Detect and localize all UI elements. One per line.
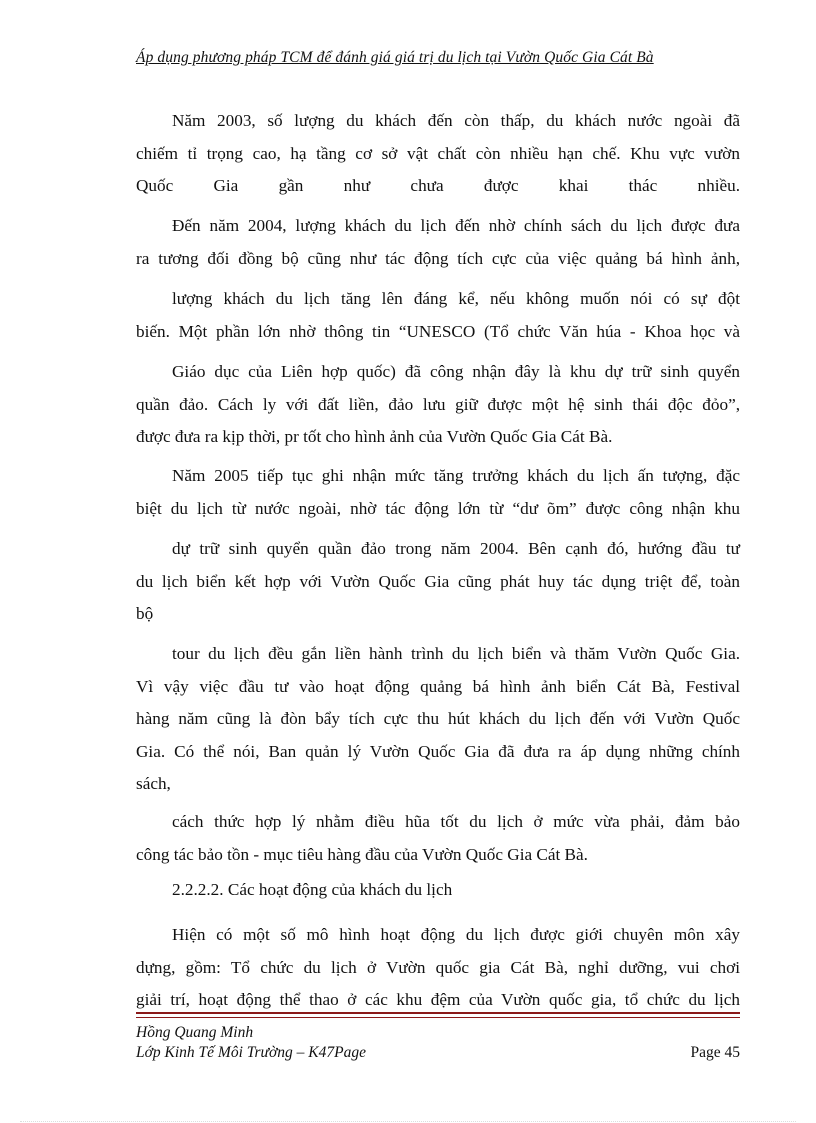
- text-line: Quốc Gia gần như chưa được khai thác nhiều.: [136, 176, 740, 196]
- paragraph-2: [136, 210, 740, 275]
- text-line: du lịch biển kết hợp với Vườn Quốc Gia cũng phát huy tác dụng triệt để, toàn: [136, 571, 740, 591]
- running-header: Áp dụng phương pháp TCM để đánh giá giá trị du lịch tại Vườn Quốc Gia Cát Bà: [136, 49, 654, 66]
- text-line: công tác bảo tồn - mục tiêu hàng đầu của Vườn Quốc Gia Cát Bà.: [136, 844, 588, 864]
- text-line: cách thức hợp lý nhằm điều hũa tốt du lịch ở mức vừa phải, đảm bảo: [172, 812, 740, 831]
- footer-author: Hồng Quang Minh: [136, 1024, 254, 1041]
- section-paragraph: [136, 919, 740, 1017]
- text-line: biến. Một phần lớn nhờ thông tin “UNESCO (Tổ chức Văn húa - Khoa học và: [136, 321, 740, 341]
- page-footer: [136, 1023, 740, 1063]
- paragraph-7: [136, 638, 740, 801]
- text-line: Vì vậy việc đầu tư vào hoạt động quảng bá hình ảnh biển Cát Bà, Festival: [136, 676, 740, 696]
- paragraph-3: [136, 283, 740, 348]
- text-line: Năm 2005 tiếp tục ghi nhận mức tăng trưởng khách du lịch ấn tượng, đặc: [172, 466, 740, 485]
- text-line: hàng năm cũng là đòn bẩy tích cực thu hút khách du lịch đến với Vườn Quốc: [136, 709, 740, 729]
- paragraph-5: [136, 460, 740, 525]
- page-bottom-dotted-divider: [20, 1121, 796, 1122]
- text-line: sách,: [136, 774, 171, 794]
- text-line: dựng, gồm: Tổ chức du lịch ở Vườn quốc gia Cát Bà, nghỉ dưỡng, vui chơi: [136, 957, 740, 977]
- text-line: ra tương đối đồng bộ cũng như tác động tích cực của việc quảng bá hình ảnh,: [136, 248, 740, 268]
- text-line: Đến năm 2004, lượng khách du lịch đến nhờ chính sách du lịch được đưa: [172, 216, 740, 235]
- text-line: dự trữ sinh quyển quần đảo trong năm 2004. Bên cạnh đó, hướng đầu tư: [172, 539, 740, 558]
- text-line: lượng khách du lịch tăng lên đáng kể, nếu không muốn nói có sự đột: [172, 289, 740, 308]
- paragraph-8: [136, 806, 740, 871]
- text-line: giải trí, hoạt động thể thao ở các khu đệm của Vườn quốc gia, tổ chức du lịch: [136, 990, 740, 1010]
- text-line: tour du lịch đều gắn liền hành trình du lịch biển và thăm Vườn Quốc Gia.: [172, 644, 740, 663]
- text-line: Giáo dục của Liên hợp quốc) đã công nhận đây là khu dự trữ sinh quyển: [172, 362, 740, 381]
- footer-divider-thin: [136, 1017, 740, 1018]
- footer-class: Lớp Kinh Tế Môi Trường – K47Page: [136, 1044, 366, 1061]
- paragraph-4: [136, 356, 740, 454]
- text-line: bộ: [136, 604, 154, 624]
- text-line: Gia. Có thể nói, Ban quản lý Vườn Quốc Gia đã đưa ra áp dụng những chính: [136, 741, 740, 761]
- text-line: được đưa ra kịp thời, pr tốt cho hình ảnh của Vườn Quốc Gia Cát Bà.: [136, 427, 613, 447]
- section-heading: 2.2.2.2. Các hoạt động của khách du lịch: [172, 880, 453, 899]
- footer-divider-thick: [136, 1012, 740, 1014]
- text-line: biệt du lịch từ nước ngoài, nhờ tác động lớn từ “dư õm” được công nhận khu: [136, 498, 740, 518]
- text-line: Năm 2003, số lượng du khách đến còn thấp, du khách nước ngoài đã: [172, 111, 740, 130]
- text-line: chiếm tỉ trọng cao, hạ tầng cơ sở vật chất còn nhiều hạn chế. Khu vực vườn: [136, 143, 740, 163]
- text-line: quần đảo. Cách ly với đất liền, đảo lưu giữ được một hệ sinh thái độc đỏo”,: [136, 394, 740, 414]
- page-number: Page 45: [690, 1044, 740, 1061]
- paragraph-1: [136, 105, 740, 203]
- text-line: Hiện có một số mô hình hoạt động du lịch được giới chuyên môn xây: [172, 925, 740, 944]
- paragraph-6: [136, 533, 740, 631]
